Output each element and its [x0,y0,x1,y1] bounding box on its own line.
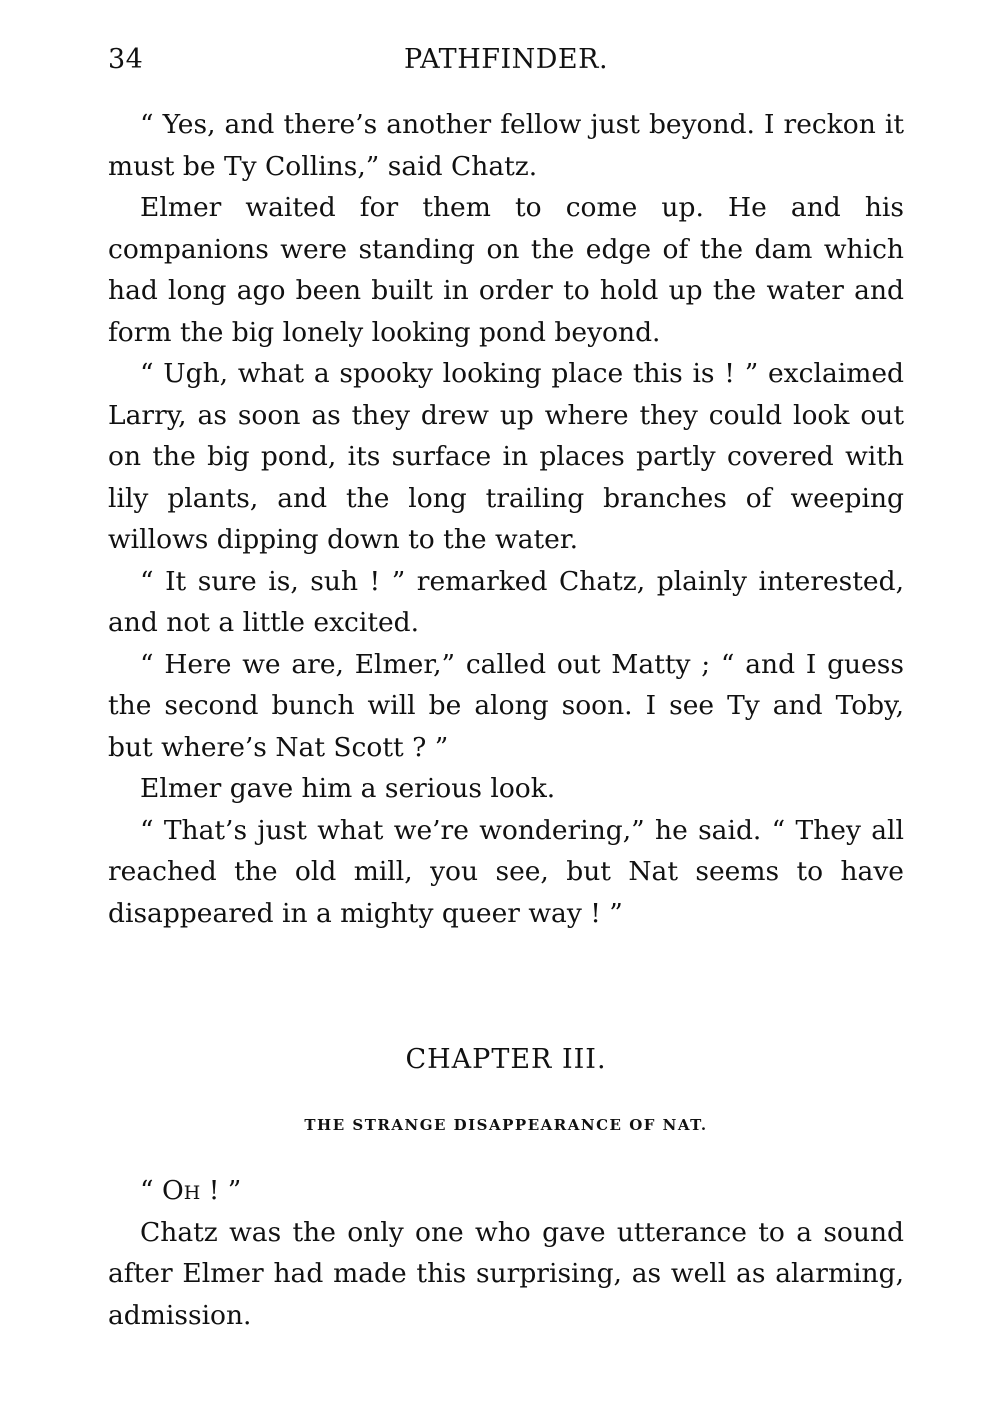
body-text [108,104,904,934]
paragraph: Elmer waited for them to come up. He and his companions were standing on the edge of the dam which had long ago been built in order to hold up the water and form the big lonely looking pond beyond. [108,192,904,348]
paragraph: “ Yes, and there’s another fellow just beyond. I reckon it must be Ty Collins,” said Chatz. [108,109,904,182]
page-number: 34 [108,44,144,75]
paragraph: Elmer gave him a serious look. [140,773,556,804]
chapter-body [108,1170,904,1336]
chapter-header [108,1040,904,1137]
running-title: PATHFINDER. [403,44,609,75]
paragraph: “ That’s just what we’re wondering,” he said. “ They all reached the old mill, you see, but Nat seems to have disappeared in a mighty queer way ! ” [108,814,904,929]
chapter-heading: CHAPTER III. [405,1044,607,1075]
paragraph: “ Ugh, what a spooky looking place this is ! ” exclaimed Larry, as soon as they drew up where they could look out on the big pond, its surface in places partly covered with lily plants, and the long trailing branches of weeping willows dipping down to the water. [108,358,904,555]
paragraph: Chatz was the only one who gave utterance to a sound after Elmer had made this surprising, as well as alarming, admission. [108,1216,904,1331]
chapter-subtitle: THE STRANGE DISAPPEARANCE OF NAT. [304,1116,708,1134]
chapter-opening: “ Oh ! ” [140,1175,242,1206]
paragraph: “ It sure is, suh ! ” remarked Chatz, plainly interested, and not a little excited. [108,565,904,638]
paragraph: “ Here we are, Elmer,” called out Matty ; “ and I guess the second bunch will be along soon. I see Ty and Toby, but where’s Nat Scott ? ” [108,648,904,763]
running-head [108,44,904,84]
